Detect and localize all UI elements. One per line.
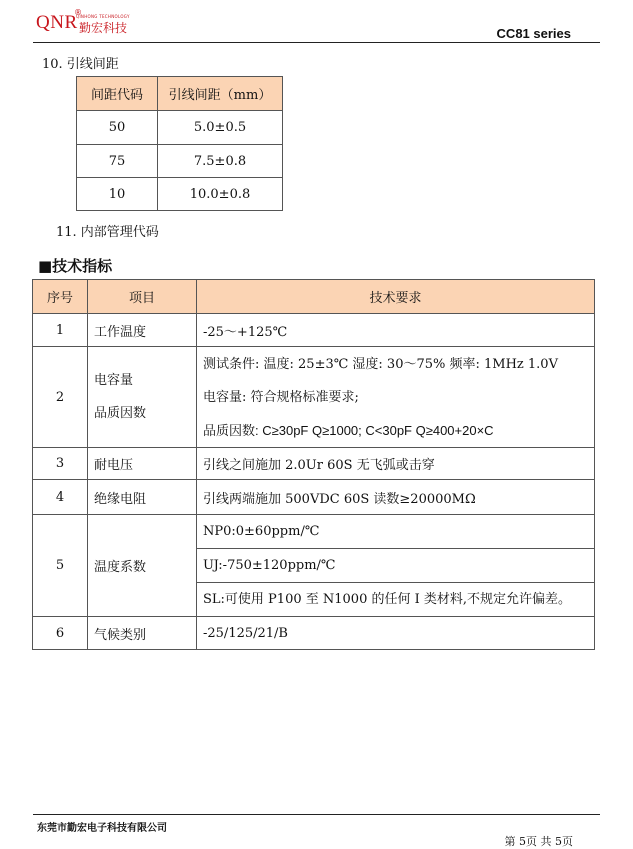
row-requirement: -25～+125℃ <box>197 314 595 347</box>
tech-spec-table <box>32 279 595 650</box>
table-row <box>33 448 595 480</box>
requirement-line: 电容量: 符合规格标准要求; <box>203 389 359 405</box>
table-cell: 7.5±0.8 <box>158 145 283 178</box>
header-divider <box>33 42 600 43</box>
requirement-subcell: UJ:-750±120ppm/℃ <box>197 548 594 582</box>
row-number: 2 <box>33 347 88 448</box>
table-row <box>77 178 283 211</box>
row-item: 耐电压 <box>88 448 197 480</box>
page-number: 第 5页 共 5页 <box>504 835 573 848</box>
column-header: 序号 <box>33 280 88 314</box>
row-item: 气候类别 <box>88 617 197 650</box>
row-requirement: 引线两端施加 500VDC 60S 读数≥20000MΩ <box>197 480 595 515</box>
company-name: 东莞市勤宏电子科技有限公司 <box>37 823 167 834</box>
row-item: 温度系数 <box>88 515 197 617</box>
series-title: CC81 series <box>496 26 571 41</box>
logo-english-name: QINHONG TECHNOLOGY <box>76 14 130 19</box>
table-row <box>33 347 595 448</box>
lead-spacing-table <box>76 76 283 211</box>
row-requirement <box>197 347 595 448</box>
footer-divider <box>33 814 600 815</box>
row-item: 工作温度 <box>88 314 197 347</box>
table-row <box>33 314 595 347</box>
column-header: 技术要求 <box>197 280 595 314</box>
table-cell: 75 <box>77 145 158 178</box>
logo-registered-mark: ® <box>74 8 82 17</box>
table-row <box>33 617 595 650</box>
item-line: 品质因数 <box>94 406 147 421</box>
requirement-line: 测试条件: 温度: 25±3℃ 湿度: 30～75% 频率: 1MHz 1.0V <box>203 356 558 372</box>
table-row <box>33 480 595 515</box>
section-10-title: 10. 引线间距 <box>42 57 119 72</box>
row-number: 5 <box>33 515 88 617</box>
section-11-title: 11. 内部管理代码 <box>56 225 159 240</box>
row-item <box>88 347 197 448</box>
logo-text: QNR <box>36 12 78 33</box>
row-number: 6 <box>33 617 88 650</box>
row-item: 绝缘电阻 <box>88 480 197 515</box>
logo-chinese-name: 勤宏科技 <box>79 21 128 35</box>
table-cell: 5.0±0.5 <box>158 111 283 145</box>
row-requirement: 引线之间施加 2.0Ur 60S 无飞弧或击穿 <box>197 448 595 480</box>
column-header: 项目 <box>88 280 197 314</box>
table-cell: 50 <box>77 111 158 145</box>
requirement-subcell: SL:可使用 P100 至 N1000 的任何 I 类材料,不规定允许偏差。 <box>197 582 594 616</box>
table-cell: 10.0±0.8 <box>158 178 283 211</box>
tech-section-title: ■技术指标 <box>38 257 113 275</box>
column-header: 引线间距（mm） <box>158 77 283 111</box>
table-row <box>77 145 283 178</box>
row-requirement: -25/125/21/B <box>197 617 595 650</box>
row-number: 3 <box>33 448 88 480</box>
table-row <box>77 111 283 145</box>
requirement-subcell: NP0:0±60ppm/℃ <box>203 524 320 539</box>
column-header: 间距代码 <box>77 77 158 111</box>
table-row <box>33 515 595 617</box>
table-cell: 10 <box>77 178 158 211</box>
row-number: 4 <box>33 480 88 515</box>
item-line: 电容量 <box>94 373 134 388</box>
row-number: 1 <box>33 314 88 347</box>
row-requirement <box>197 515 595 617</box>
requirement-line: 品质因数: C≥30pF Q≥1000; C<30pF Q≥400+20×C <box>203 422 494 438</box>
